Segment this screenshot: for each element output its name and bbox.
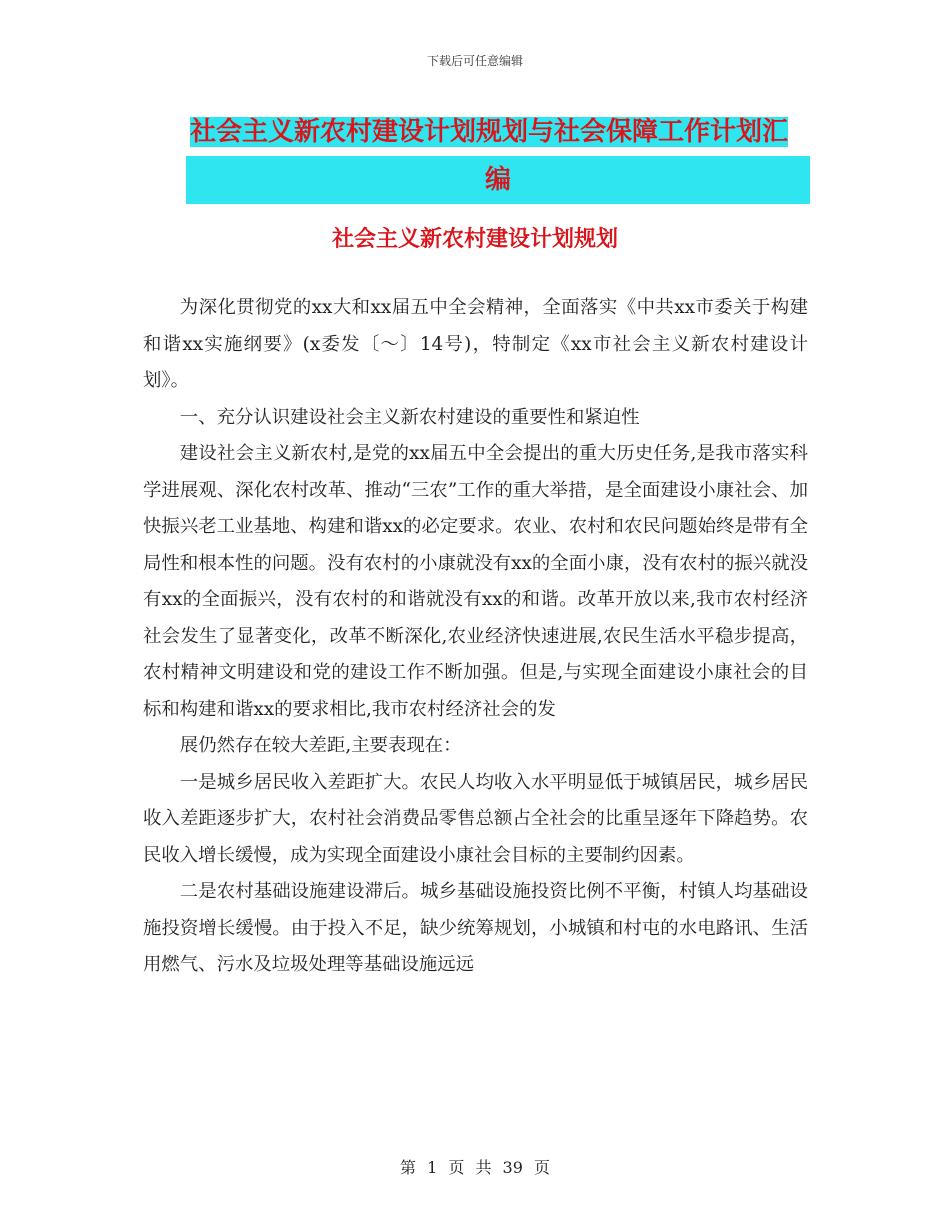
paragraph: 为深化贯彻党的xx大和xx届五中全会精神，全面落实《中共xx市委关于构建和谐xx实施纲要》(x委发〔～〕14号)，特制定《xx市社会主义新农村建设计划》。 [143, 297, 808, 391]
document-body [143, 290, 808, 984]
paragraph: 一是城乡居民收入差距扩大。农民人均收入水平明显低于城镇居民，城乡居民收入差距逐步扩大，农村社会消费品零售总额占全社会的比重呈逐年下降趋势。农民收入增长缓慢，成为实现全面建设小康社会目标的主要制约因素。 [143, 771, 808, 866]
paragraph: 建设社会主义新农村,是党的xx届五中全会提出的重大历史任务,是我市落实科学进展观、深化农村改革、推动“三农”工作的重大举措，是全面建设小康社会、加快振兴老工业基地、构建和谐xx的必定要求。农业、农村和农民问题始终是带有全局性和根本性的问题。没有农村的小康就没有xx的全面小康，没有农村的振兴就没有xx的全面振兴，没有农村的和谐就没有xx的和谐。改革开放以来,我市农村经济社会发生了显著变化，改革不断深化,农业经济快速进展,农民生活水平稳步提高，农村精神文明建设和党的建设工作不断加强。但是,与实现全面建设小康社会的目标和构建和谐xx的要求相比,我市农村经济社会的发 [143, 443, 808, 720]
main-title-line1: 社会主义新农村建设计划规划与社会保障工作计划汇 [190, 117, 789, 147]
paragraph: 展仍然存在较大差距,主要表现在： [179, 735, 462, 756]
document-main-title [190, 108, 810, 204]
paragraph: 二是农村基础设施建设滞后。城乡基础设施投资比例不平衡，村镇人均基础设施投资增长缓慢。由于投入不足，缺少统筹规划，小城镇和村屯的水电路讯、生活用燃气、污水及垃圾处理等基础设施远远 [143, 881, 808, 975]
header-note: 下载后可任意编辑 [426, 54, 523, 68]
main-title-line2: 编 [484, 165, 511, 195]
paragraph: 一、充分认识建设社会主义新农村建设的重要性和紧迫性 [179, 406, 640, 428]
section-title: 社会主义新农村建设计划规划 [331, 226, 618, 252]
page-footer: 第 1 页 共 39 页 [400, 1158, 550, 1177]
